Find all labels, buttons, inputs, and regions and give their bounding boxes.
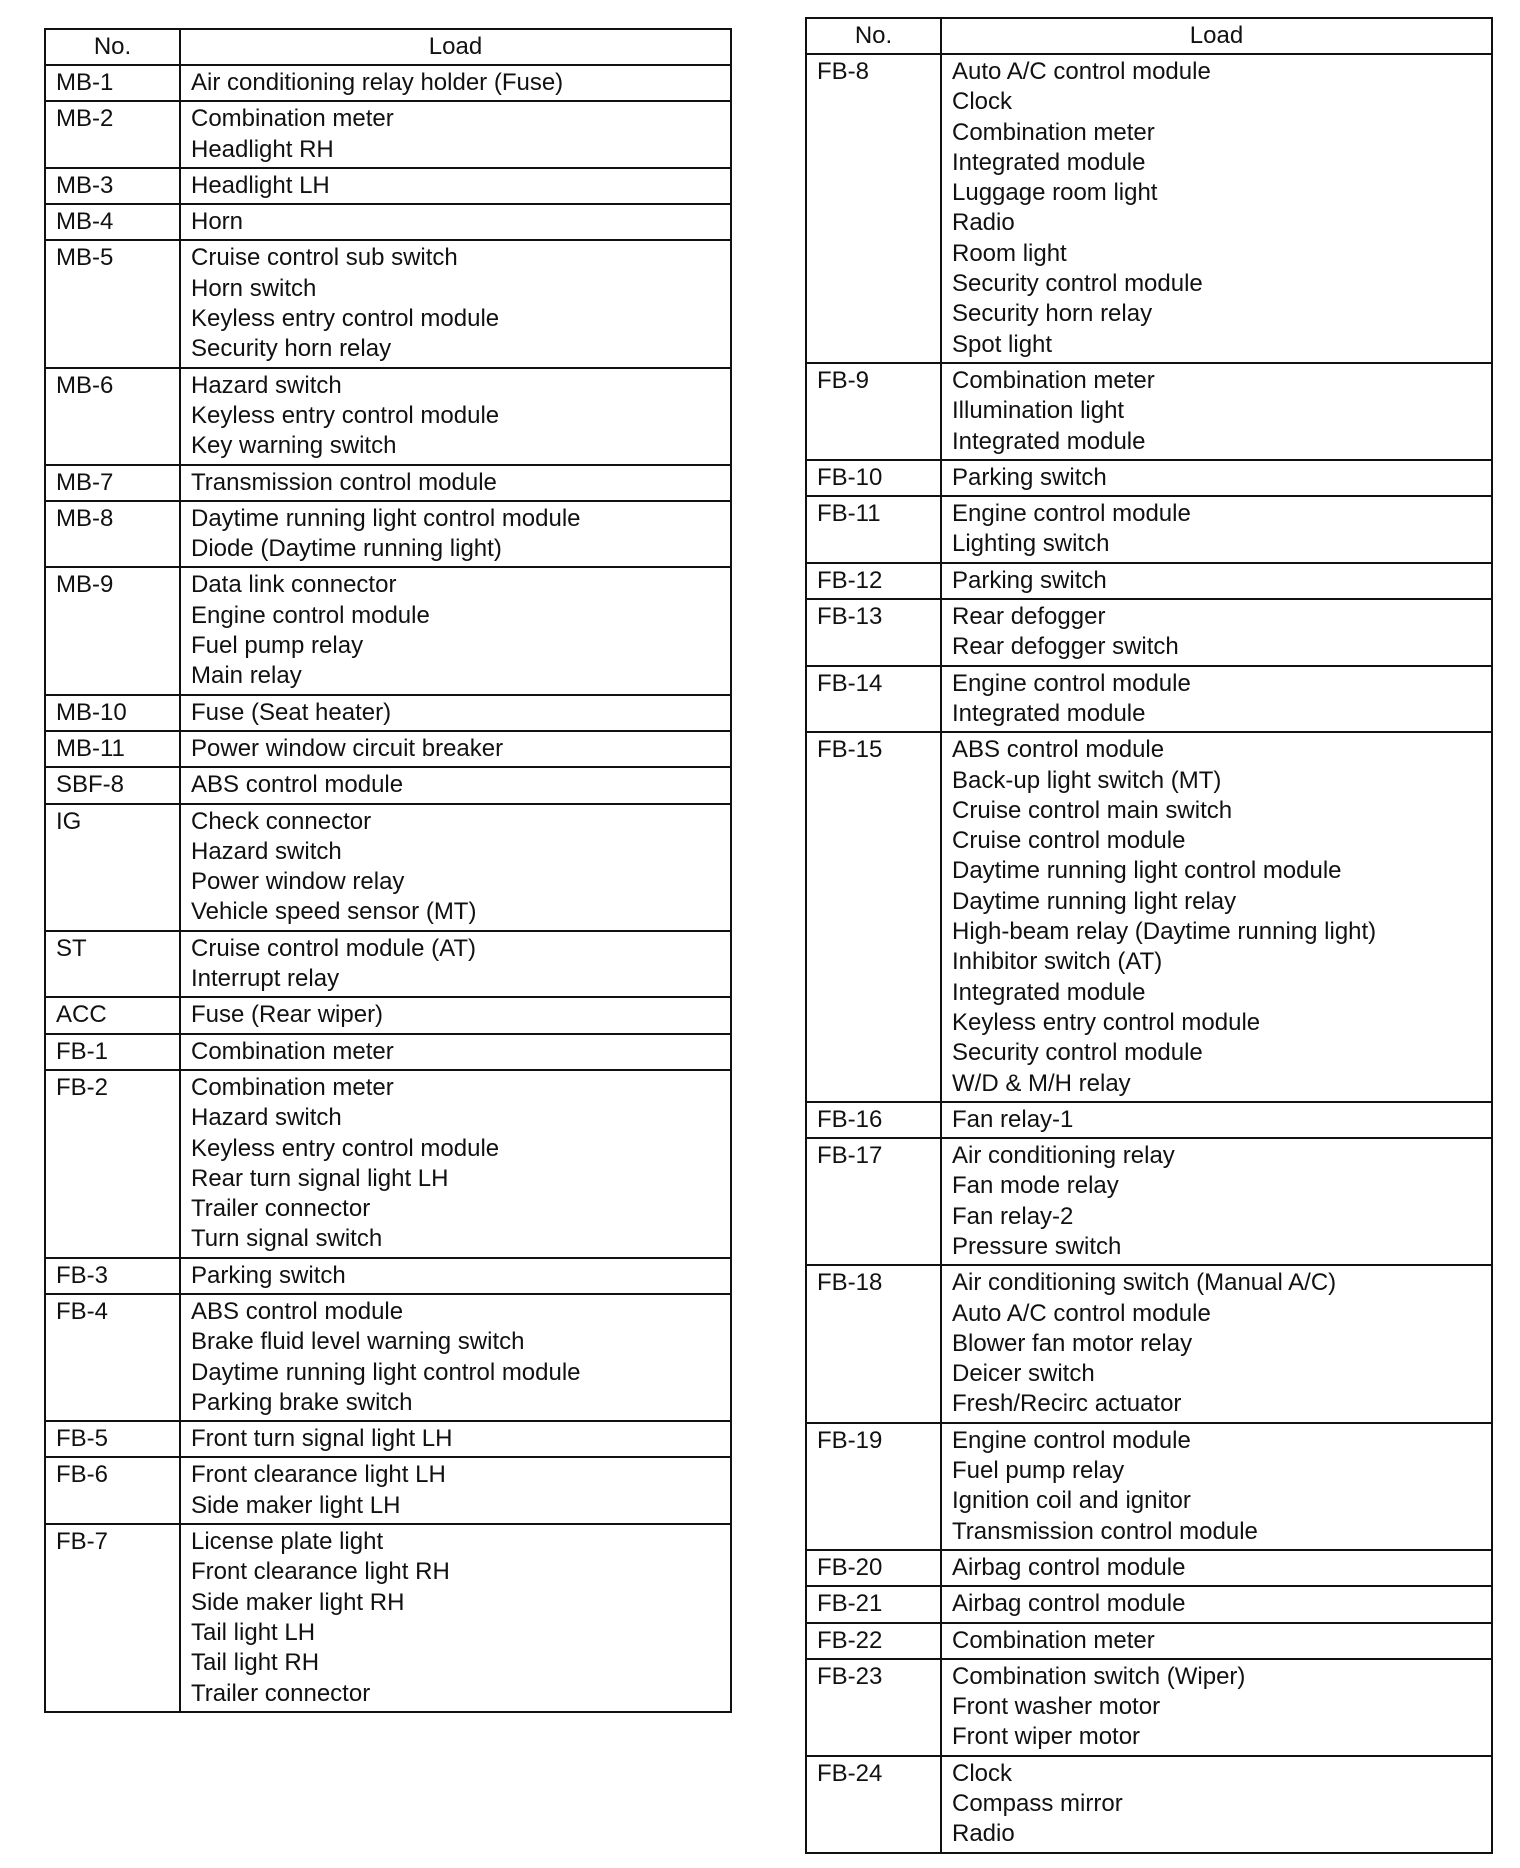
load-item: Side maker light RH	[191, 1588, 405, 1616]
fuse-number: MB-1	[45, 65, 180, 101]
load-item: Back-up light switch (MT)	[952, 766, 1222, 794]
load-item: High-beam relay (Daytime running light)	[952, 918, 1377, 946]
table-row	[45, 997, 731, 1033]
load-item: Fuse (Seat heater)	[191, 698, 392, 726]
load-item: Parking switch	[191, 1261, 346, 1289]
load-item: Security control module	[952, 1039, 1203, 1067]
load-item: W/D & M/H relay	[952, 1069, 1131, 1097]
table-row	[45, 731, 731, 767]
load-item: Cruise control module	[952, 827, 1186, 855]
load-cell	[941, 1623, 1492, 1659]
load-cell	[180, 1258, 731, 1294]
load-item: Clock	[952, 1759, 1013, 1787]
load-cell	[180, 204, 731, 240]
load-item: Radio	[952, 1820, 1015, 1848]
load-item: Power window circuit breaker	[191, 734, 504, 762]
table-row	[45, 567, 731, 694]
fuse-number: MB-7	[45, 465, 180, 501]
header-load: Load	[941, 18, 1492, 54]
table-body	[806, 54, 1492, 1853]
load-item: Combination switch (Wiper)	[952, 1662, 1246, 1690]
load-cell	[941, 666, 1492, 733]
load-cell	[180, 65, 731, 101]
table-row	[806, 732, 1492, 1102]
load-item: Fan relay-2	[952, 1202, 1074, 1230]
load-item: Parking switch	[952, 463, 1107, 491]
load-item: Cruise control main switch	[952, 796, 1233, 824]
fuse-number: MB-11	[45, 731, 180, 767]
header-no: No.	[45, 29, 180, 65]
header-load: Load	[180, 29, 731, 65]
load-item: Cruise control module (AT)	[191, 934, 476, 962]
fuse-number: MB-9	[45, 567, 180, 694]
load-item: Hazard switch	[191, 837, 342, 865]
fuse-number: FB-13	[806, 599, 941, 666]
fuse-number: SBF-8	[45, 767, 180, 803]
load-item: Brake fluid level warning switch	[191, 1328, 525, 1356]
load-item: Combination meter	[191, 1073, 394, 1101]
load-cell	[180, 368, 731, 465]
load-item: Air conditioning relay holder (Fuse)	[191, 69, 564, 96]
load-cell	[180, 695, 731, 731]
table-row	[45, 204, 731, 240]
fuse-number: MB-10	[45, 695, 180, 731]
fuse-number: FB-6	[45, 1457, 180, 1524]
fuse-number: FB-11	[806, 496, 941, 563]
load-cell	[941, 54, 1492, 363]
fuse-number: FB-5	[45, 1421, 180, 1457]
load-item: Keyless entry control module	[952, 1008, 1261, 1036]
load-item: Tail light RH	[191, 1649, 320, 1677]
load-cell	[180, 997, 731, 1033]
table-row	[45, 804, 731, 931]
fuse-number: MB-2	[45, 101, 180, 168]
fuse-number: FB-7	[45, 1524, 180, 1712]
table-row	[806, 1623, 1492, 1659]
load-item: Fan relay-1	[952, 1105, 1074, 1133]
load-item: Data link connector	[191, 571, 397, 599]
table-row	[806, 1265, 1492, 1422]
load-item: Illumination light	[952, 397, 1125, 425]
load-item: Engine control module	[191, 601, 430, 629]
table-row	[45, 1070, 731, 1258]
fuse-number: FB-1	[45, 1034, 180, 1070]
fuse-number: MB-5	[45, 240, 180, 367]
load-item: Pressure switch	[952, 1232, 1122, 1260]
load-item: Engine control module	[952, 669, 1191, 697]
load-cell	[180, 240, 731, 367]
load-item: Combination meter	[952, 366, 1155, 394]
table-row	[45, 465, 731, 501]
table-row	[45, 1034, 731, 1070]
load-item: Engine control module	[952, 1426, 1191, 1454]
load-item: Main relay	[191, 662, 302, 690]
table-row	[806, 460, 1492, 496]
load-item: Combination meter	[952, 118, 1155, 146]
load-item: Luggage room light	[952, 179, 1158, 207]
load-item: Transmission control module	[952, 1517, 1258, 1545]
fuse-number: FB-12	[806, 563, 941, 599]
load-item: Power window relay	[191, 868, 405, 896]
fuse-number: FB-24	[806, 1756, 941, 1853]
load-cell	[941, 496, 1492, 563]
table-row	[45, 695, 731, 731]
load-item: Rear defogger	[952, 603, 1106, 631]
load-cell	[180, 1294, 731, 1421]
load-item: Security horn relay	[952, 300, 1153, 328]
load-item: Rear defogger switch	[952, 633, 1179, 661]
load-item: Horn	[191, 208, 244, 236]
load-item: Combination meter	[952, 1626, 1155, 1654]
load-cell	[941, 460, 1492, 496]
table-row	[806, 563, 1492, 599]
load-cell	[941, 363, 1492, 460]
load-item: Front washer motor	[952, 1693, 1161, 1721]
load-item: Headlight RH	[191, 135, 334, 163]
fuse-number: FB-22	[806, 1623, 941, 1659]
load-cell	[180, 465, 731, 501]
load-cell	[941, 599, 1492, 666]
table-row	[806, 496, 1492, 563]
fuse-number: ACC	[45, 997, 180, 1033]
table-row	[45, 1524, 731, 1712]
load-item: Daytime running light control module	[191, 1358, 581, 1386]
fuse-number: FB-21	[806, 1586, 941, 1622]
load-item: Clock	[952, 88, 1013, 116]
load-item: Fresh/Recirc actuator	[952, 1390, 1182, 1418]
load-item: Inhibitor switch (AT)	[952, 948, 1163, 976]
load-item: Vehicle speed sensor (MT)	[191, 898, 477, 926]
load-cell	[180, 1457, 731, 1524]
load-cell	[941, 1102, 1492, 1138]
fuse-number: FB-18	[806, 1265, 941, 1422]
load-item: Engine control module	[952, 500, 1191, 528]
load-item: Fuel pump relay	[952, 1457, 1125, 1485]
load-cell	[941, 1265, 1492, 1422]
table-row	[45, 1457, 731, 1524]
fuse-number: ST	[45, 931, 180, 998]
table-row	[806, 1756, 1492, 1853]
load-cell	[180, 1421, 731, 1457]
fuse-number: MB-8	[45, 501, 180, 568]
table-row	[45, 65, 731, 101]
table-row	[806, 599, 1492, 666]
fuse-number: MB-3	[45, 168, 180, 204]
fuse-number: FB-4	[45, 1294, 180, 1421]
fuse-number: FB-20	[806, 1550, 941, 1586]
load-item: Parking switch	[952, 566, 1107, 594]
load-cell	[941, 1659, 1492, 1756]
load-cell	[941, 1756, 1492, 1853]
load-item: ABS control module	[191, 771, 404, 799]
load-item: Keyless entry control module	[191, 305, 500, 333]
fuse-number: FB-3	[45, 1258, 180, 1294]
load-item: Diode (Daytime running light)	[191, 535, 502, 563]
load-item: Interrupt relay	[191, 965, 340, 993]
load-item: Spot light	[952, 330, 1053, 358]
table-row	[45, 1421, 731, 1457]
load-cell	[180, 804, 731, 931]
table-row	[45, 1258, 731, 1294]
load-item: Cruise control sub switch	[191, 244, 458, 272]
load-item: Auto A/C control module	[952, 58, 1211, 85]
table-row	[45, 101, 731, 168]
table-row	[45, 501, 731, 568]
fuse-number: FB-19	[806, 1423, 941, 1550]
load-cell	[180, 501, 731, 568]
load-item: Headlight LH	[191, 171, 330, 199]
load-item: Combination meter	[191, 1037, 394, 1065]
load-item: Turn signal switch	[191, 1225, 383, 1253]
fuse-number: FB-2	[45, 1070, 180, 1258]
load-cell	[941, 1550, 1492, 1586]
load-item: ABS control module	[952, 736, 1165, 764]
fuse-number: FB-8	[806, 54, 941, 363]
fuse-number: FB-16	[806, 1102, 941, 1138]
load-item: Integrated module	[952, 978, 1146, 1006]
load-cell	[180, 1034, 731, 1070]
load-item: Integrated module	[952, 427, 1146, 455]
fuse-number: IG	[45, 804, 180, 931]
table-row	[806, 54, 1492, 363]
load-item: Auto A/C control module	[952, 1299, 1211, 1327]
table-row	[45, 368, 731, 465]
load-item: Horn switch	[191, 274, 317, 302]
fuse-load-table-right	[805, 17, 1493, 1854]
table-row	[806, 1550, 1492, 1586]
header-row	[45, 29, 731, 65]
load-item: Transmission control module	[191, 468, 497, 496]
load-item: Front wiper motor	[952, 1723, 1141, 1751]
load-item: Check connector	[191, 807, 372, 835]
load-item: Fuel pump relay	[191, 632, 364, 660]
load-item: Security horn relay	[191, 335, 392, 363]
fuse-number: MB-6	[45, 368, 180, 465]
fuse-number: FB-23	[806, 1659, 941, 1756]
load-item: Daytime running light control module	[952, 857, 1342, 885]
load-item: Blower fan motor relay	[952, 1329, 1193, 1357]
load-item: Side maker light LH	[191, 1491, 401, 1519]
load-item: Trailer connector	[191, 1195, 371, 1223]
load-item: Front turn signal light LH	[191, 1425, 453, 1453]
table-row	[806, 1138, 1492, 1265]
load-item: Tail light LH	[191, 1618, 316, 1646]
table-row	[45, 767, 731, 803]
fuse-number: FB-10	[806, 460, 941, 496]
load-cell	[180, 567, 731, 694]
table-row	[806, 1586, 1492, 1622]
load-item: Deicer switch	[952, 1360, 1095, 1388]
load-item: Fuse (Rear wiper)	[191, 1001, 384, 1029]
load-item: Lighting switch	[952, 530, 1110, 558]
load-item: Ignition coil and ignitor	[952, 1487, 1191, 1515]
load-item: Security control module	[952, 270, 1203, 298]
load-cell	[180, 1524, 731, 1712]
load-item: Combination meter	[191, 105, 394, 133]
load-item: Air conditioning relay	[952, 1142, 1175, 1170]
load-item: Integrated module	[952, 148, 1146, 176]
load-cell	[941, 563, 1492, 599]
header-row	[806, 18, 1492, 54]
load-item: Front clearance light RH	[191, 1558, 450, 1586]
load-cell	[941, 732, 1492, 1102]
table-row	[45, 1294, 731, 1421]
load-item: Radio	[952, 209, 1015, 237]
load-item: Room light	[952, 239, 1067, 267]
header-no: No.	[806, 18, 941, 54]
load-item: Rear turn signal light LH	[191, 1164, 449, 1192]
fuse-number: FB-9	[806, 363, 941, 460]
table-row	[806, 1659, 1492, 1756]
table-row	[806, 1102, 1492, 1138]
fuse-number: FB-17	[806, 1138, 941, 1265]
load-item: Hazard switch	[191, 371, 342, 399]
load-item: Hazard switch	[191, 1104, 342, 1132]
load-item: Airbag control module	[952, 1553, 1186, 1581]
load-cell	[941, 1138, 1492, 1265]
load-item: Airbag control module	[952, 1590, 1186, 1618]
table-row	[45, 240, 731, 367]
load-item: Integrated module	[952, 699, 1146, 727]
load-cell	[180, 101, 731, 168]
load-cell	[180, 1070, 731, 1258]
table-row	[806, 666, 1492, 733]
load-item: Parking brake switch	[191, 1388, 413, 1416]
load-item: Keyless entry control module	[191, 1134, 500, 1162]
load-item: ABS control module	[191, 1297, 404, 1325]
load-cell	[180, 731, 731, 767]
fuse-number: FB-14	[806, 666, 941, 733]
load-cell	[180, 168, 731, 204]
load-cell	[180, 931, 731, 998]
fuse-load-table-left	[44, 28, 732, 1713]
table-row	[45, 168, 731, 204]
fuse-number: MB-4	[45, 204, 180, 240]
table-row	[806, 363, 1492, 460]
load-item: Front clearance light LH	[191, 1461, 446, 1489]
load-item: Key warning switch	[191, 432, 397, 460]
load-cell	[180, 767, 731, 803]
load-item: License plate light	[191, 1528, 384, 1556]
fuse-number: FB-15	[806, 732, 941, 1102]
table-body	[45, 65, 731, 1712]
load-item: Fan mode relay	[952, 1172, 1119, 1200]
table-row	[806, 1423, 1492, 1550]
table-row	[45, 931, 731, 998]
load-item: Daytime running light relay	[952, 887, 1237, 915]
load-item: Trailer connector	[191, 1679, 371, 1707]
load-item: Air conditioning switch (Manual A/C)	[952, 1269, 1337, 1297]
load-cell	[941, 1423, 1492, 1550]
load-cell	[941, 1586, 1492, 1622]
load-item: Compass mirror	[952, 1790, 1123, 1818]
load-item: Keyless entry control module	[191, 401, 500, 429]
load-item: Daytime running light control module	[191, 504, 581, 532]
